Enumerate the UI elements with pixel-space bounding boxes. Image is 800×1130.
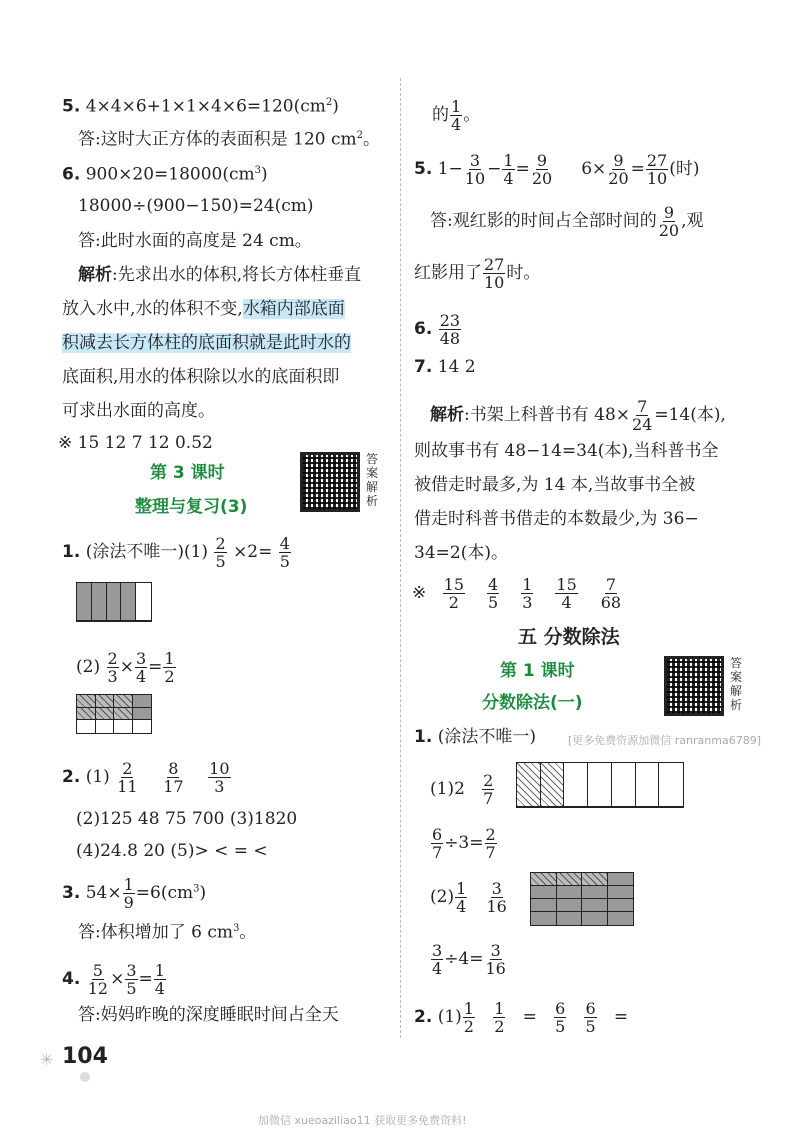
lesson-title: 第 3 课时 — [150, 463, 225, 483]
fraction: $\frac{1}{4}$ — [451, 97, 462, 134]
answer-6-line2: 18000÷(900−150)=24(cm) — [78, 196, 314, 216]
qr-code[interactable] — [300, 452, 360, 512]
practice-4-line: 4. $\frac{5}{12}$ × $\frac{3}{5}$ = $\frac{1}{4}$ — [62, 961, 165, 998]
section-1-line: 1. (涂法不唯一) — [414, 727, 536, 747]
qr-code-right[interactable] — [664, 656, 724, 716]
practice-2-line3: (4)24.8 20 (5)> < = < — [76, 841, 268, 861]
answer-r6: 6. $\frac{23}{48}$ — [414, 311, 461, 348]
answer-6-explanation-2: 放入水中,水的体积不变,水箱内部底面 — [62, 299, 345, 319]
section-1-2-equation: $\frac{3}{4}$ ÷4= $\frac{3}{16}$ — [432, 941, 506, 978]
fraction: $\frac{3}{10}$ — [464, 151, 486, 188]
fraction: $\frac{1}{4}$ — [456, 879, 467, 916]
fraction-grid-4 — [530, 872, 634, 926]
answer-6-answer: 答:此时水面的高度是 24 cm。 — [78, 231, 312, 251]
answer-r5-answer: 答:观红影的时间占全部时间的 $\frac{9}{20}$ ,观 — [430, 203, 704, 240]
fraction: $\frac{1}{2}$ — [494, 999, 505, 1036]
fraction: $\frac{3}{16}$ — [486, 879, 507, 916]
fraction: $\frac{6}{5}$ — [555, 999, 566, 1036]
section-1-1-equation: $\frac{6}{7}$ ÷3= $\frac{2}{7}$ — [432, 825, 496, 862]
answer-5-line1: 5. $4\times 4\times 6+1\times 1\times 4\times 6=120(cm^2)$ — [62, 96, 339, 117]
fraction-grid-2 — [76, 694, 152, 734]
answer-6-line1: 6. $900\times 20=18000(cm^3)$ — [62, 164, 268, 185]
practice-1-line: 1. (涂法不唯一)(1) $\frac{2}{5}$ ×2= $\frac{4}{5}$ — [62, 534, 290, 571]
column-divider — [400, 78, 401, 1038]
practice-1-2-line: (2) $\frac{2}{3}$ × $\frac{3}{4}$ = $\frac{1}{2}$ — [76, 649, 175, 686]
fraction: $\frac{3}{4}$ — [432, 941, 443, 978]
decor-dot — [80, 1072, 90, 1082]
fraction: $\frac{7}{24}$ — [632, 397, 653, 434]
fraction: $\frac{2}{5}$ — [215, 534, 226, 571]
fraction: $\frac{5}{12}$ — [87, 961, 109, 998]
extra-fractions: ※ $\frac{15}{2}$ $\frac{4}{5}$ $\frac{1}{3}$ $\frac{15}{4}$ $\frac{7}{68}$ — [412, 576, 633, 611]
fraction: $\frac{3}{4}$ — [135, 649, 147, 686]
fraction: $\frac{2}{3}$ — [107, 649, 118, 686]
answer-r5-answer-2: 红影用了 $\frac{27}{10}$ 时。 — [414, 255, 541, 292]
lesson-subtitle: 整理与复习(3) — [135, 497, 248, 517]
fraction: $\frac{1}{9}$ — [123, 875, 134, 912]
fraction: $\frac{2}{7}$ — [485, 825, 496, 862]
fraction: $\frac{6}{5}$ — [585, 999, 596, 1036]
practice-3-line: 3. 54× $\frac{1}{9}$ $=6(cm^3)$ — [62, 875, 207, 912]
answer-6-explanation-4: 底面积,用水的体积除以水的底面积即 — [62, 367, 340, 387]
fraction: $\frac{4}{5}$ — [279, 534, 290, 571]
chapter-title: 五 分数除法 — [518, 626, 620, 648]
lesson-subtitle-right: 分数除法(一) — [482, 693, 583, 713]
fraction: $\frac{3}{16}$ — [485, 941, 506, 978]
answer-6-explanation-3: 积减去长方体柱的底面积就是此时水的 — [62, 333, 351, 353]
extra-fraction: $\frac{15}{2}$ — [443, 575, 465, 612]
answer-5-answer: 答:这时大正方体的表面积是 120 $cm^2$。 — [78, 129, 380, 150]
fraction: $\frac{10}{3}$ — [209, 759, 230, 796]
extra-fraction: $\frac{15}{4}$ — [556, 575, 577, 612]
fraction: $\frac{1}{4}$ — [503, 151, 514, 188]
extra-fraction: $\frac{7}{68}$ — [600, 575, 622, 612]
fraction: $\frac{1}{2}$ — [463, 999, 474, 1036]
watermark: [更多免费资源加微信 ranranma6789] — [568, 734, 761, 747]
section-2-line: 2. (1) $\frac{1}{2}$ $\frac{1}{2}$ = $\frac{6}{5}$ $\frac{6}{5}$ = — [414, 999, 629, 1036]
fraction: $\frac{8}{17}$ — [163, 759, 184, 796]
answer-r7-explanation-1: 解析:书架上科普书有 48× $\frac{7}{24}$ =14(本), — [430, 397, 726, 434]
practice-4-answer: 答:妈妈昨晚的深度睡眠时间占全天 — [78, 1005, 339, 1025]
answer-6-explanation-5: 可求出水面的高度。 — [62, 401, 215, 421]
fraction: $\frac{6}{7}$ — [432, 825, 443, 862]
fraction: $\frac{9}{20}$ — [608, 151, 629, 188]
fraction: $\frac{2}{11}$ — [117, 759, 138, 796]
answer-6-explanation-1: 解析:先求出水的体积,将长方体柱垂直 — [78, 265, 362, 285]
section-1-2: (2) $\frac{1}{4}$ $\frac{3}{16}$ — [430, 879, 507, 916]
qr-label-right: 答案解析 — [730, 656, 743, 712]
fraction: $\frac{27}{10}$ — [484, 255, 505, 292]
qr-label: 答案解析 — [366, 452, 379, 508]
lesson-title-right: 第 1 课时 — [500, 661, 575, 681]
fraction: $\frac{9}{20}$ — [531, 151, 553, 188]
fraction: $\frac{3}{5}$ — [126, 961, 137, 998]
extra-fraction-list — [432, 575, 633, 612]
footer-watermark: 加微信 xueoaziliao11 获取更多免费资料! — [258, 1114, 467, 1127]
fraction: $\frac{2}{7}$ — [483, 771, 494, 808]
answer-r7-explanation-4: 借走时科普书借走的本数最少,为 36− — [414, 509, 699, 529]
fraction: $\frac{1}{4}$ — [154, 961, 165, 998]
extra-fraction: $\frac{1}{3}$ — [522, 575, 533, 612]
practice-2-line2: (2)125 48 75 700 (3)1820 — [76, 809, 298, 829]
answer-r7: 7. 14 2 — [414, 357, 476, 377]
fraction: $\frac{9}{20}$ — [658, 203, 680, 240]
star-icon: ✳ — [40, 1050, 54, 1069]
extra-fraction: $\frac{4}{5}$ — [488, 575, 499, 612]
page-number: 104 — [62, 1044, 108, 1069]
extra-answers: ※ 15 12 7 12 0.52 — [58, 433, 213, 453]
section-1-1: (1)2 $\frac{2}{7}$ — [430, 771, 494, 808]
answer-r7-explanation-3: 被借走时最多,为 14 本,当故事书全被 — [414, 475, 696, 495]
practice-3-answer: 答:体积增加了 6 $cm^3$。 — [78, 922, 257, 943]
fraction: $\frac{27}{10}$ — [646, 151, 668, 188]
fraction: $\frac{1}{2}$ — [164, 649, 175, 686]
practice-2-line1: 2. (1) $\frac{2}{11}$ $\frac{8}{17}$ $\frac{10}{3}$ — [62, 759, 230, 796]
fraction: $\frac{23}{48}$ — [439, 311, 461, 348]
fraction-grid-3 — [516, 762, 684, 808]
answer-r7-explanation-5: 34=2(本)。 — [414, 543, 508, 563]
fraction-grid-1 — [76, 582, 152, 622]
answer-r5-line: 5. 1− $\frac{3}{10}$ − $\frac{1}{4}$ = $\frac{9}{20}$ 6× $\frac{9}{20}$ = $\frac{27}{10}$ (时) — [414, 151, 700, 188]
continuation-line: 的 $\frac{1}{4}$ 。 — [432, 97, 481, 134]
answer-r7-explanation-2: 则故事书有 48−14=34(本),当科普书全 — [414, 441, 719, 461]
